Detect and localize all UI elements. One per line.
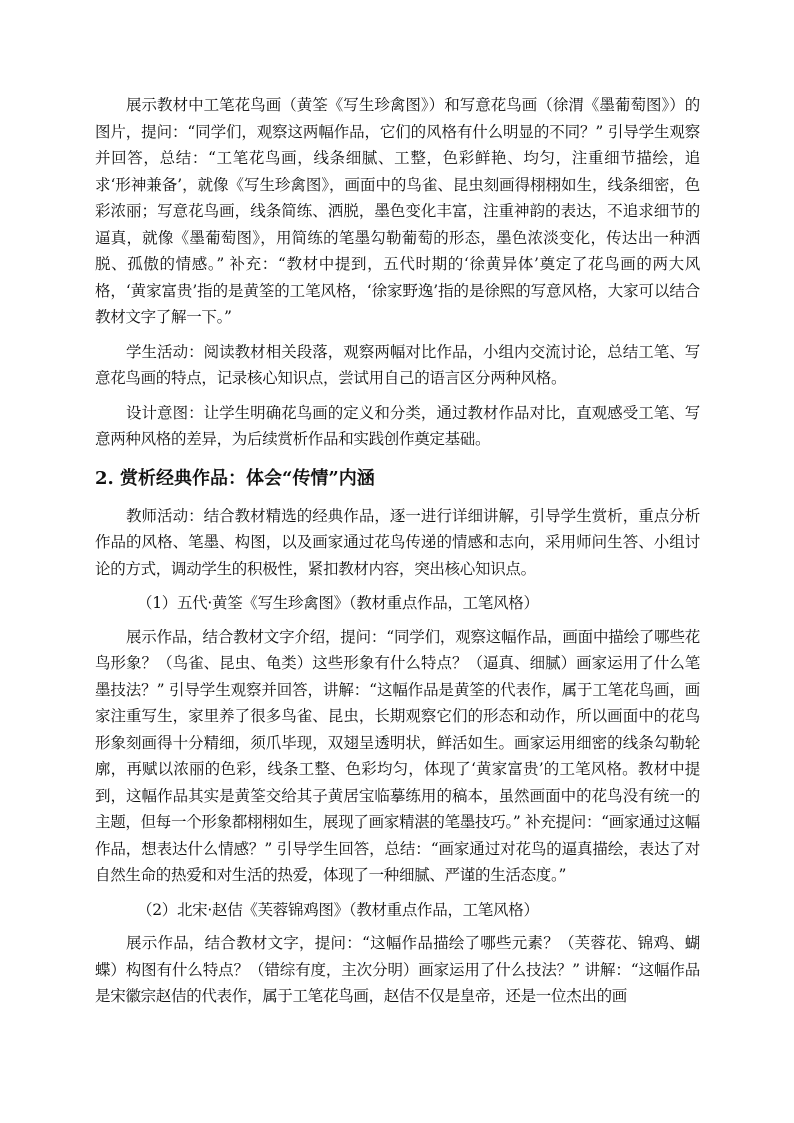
- paragraph-work-2-analysis: 展示作品，结合教材文字，提问：“这幅作品描绘了哪些元素？（芙蓉花、锦鸡、蝴蝶）构图有什么特点？（错综有度，主次分明）画家运用了什么技法？” 讲解：“这幅作品是宋徽宗赵佶的代表作，属于工笔花鸟画，赵佶不仅是皇帝，还是一位杰出的画: [95, 934, 700, 1005]
- paragraph-comparison-intro: 展示教材中工笔花鸟画（黄筌《写生珍禽图》）和写意花鸟画（徐渭《墨葡萄图》）的图片，提问：“同学们，观察这两幅作品，它们的风格有什么明显的不同？” 引导学生观察并回答，总结：“工笔花鸟画，线条细腻、工整，色彩鲜艳、均匀，注重细节描绘，追求‘形神兼备’，就像《写生珍禽图》，画面中的鸟雀、昆虫刻画得栩栩如生，线条细密，色彩浓丽；写意花鸟画，线条简练、洒脱，墨色变化丰富，注重神韵的表达，不追求细节的逼真，就像《墨葡萄图》，用简练的笔墨勾勒葡萄的形态，墨色浓淡变化，传达出一种洒脱、孤傲的情感。” 补充：“教材中提到，五代时期的‘徐黄异体’奠定了花鸟画的两大风格，‘黄家富贵’指的是黄筌的工笔风格，‘徐家野逸’指的是徐熙的写意风格，大家可以结合教材文字了解一下。”: [95, 96, 700, 326]
- document-body: [95, 92, 700, 1018]
- paragraph-student-activity: 学生活动：阅读教材相关段落，观察两幅对比作品，小组内交流讨论，总结工笔、写意花鸟画的特点，记录核心知识点，尝试用自己的语言区分两种风格。: [95, 342, 700, 387]
- paragraph-work-1-analysis: 展示作品，结合教材文字介绍，提问：“同学们，观察这幅作品，画面中描绘了哪些花鸟形象？（鸟雀、昆虫、龟类）这些形象有什么特点？（逼真、细腻）画家运用了什么笔墨技法？” 引导学生观察并回答，讲解：“这幅作品是黄筌的代表作，属于工笔花鸟画，画家注重写生，家里养了很多鸟雀、昆虫，长期观察它们的形态和动作，所以画面中的花鸟形象刻画得十分精细，须爪毕现，双翅呈透明状，鲜活如生。画家运用细密的线条勾勒轮廓，再赋以浓丽的色彩，线条工整、色彩均匀，体现了‘黄家富贵’的工笔风格。教材中提到，这幅作品其实是黄筌交给其子黄居宝临摹练用的稿本，虽然画面中的花鸟没有统一的主题，但每一个形象都栩栩如生，展现了画家精湛的笔墨技巧。” 补充提问：“画家通过这幅作品，想表达什么情感？” 引导学生回答，总结：“画家通过对花鸟的逼真描绘，表达了对自然生命的热爱和对生活的热爱，体现了一种细腻、严谨的生活态度。”: [95, 627, 700, 884]
- subheading-work-1: （1）五代·黄筌《写生珍禽图》（教材重点作品，工笔风格）: [137, 594, 539, 612]
- subheading-work-2: （2）北宋·赵佶《芙蓉锦鸡图》（教材重点作品，工笔风格）: [137, 900, 539, 919]
- paragraph-teacher-activity: 教师活动：结合教材精选的经典作品，逐一进行详细讲解，引导学生赏析，重点分析作品的风格、笔墨、构图，以及画家通过花鸟传递的情感和志向，采用师问生答、小组讨论的方式，调动学生的积极性，紧扣教材内容，突出核心知识点。: [95, 506, 700, 578]
- paragraph-design-intent: 设计意图：让学生明确花鸟画的定义和分类，通过教材作品对比，直观感受工笔、写意两种风格的差异，为后续赏析作品和实践创作奠定基础。: [95, 403, 700, 448]
- section-heading: 2. 赏析经典作品：体会“传情”内涵: [95, 467, 375, 489]
